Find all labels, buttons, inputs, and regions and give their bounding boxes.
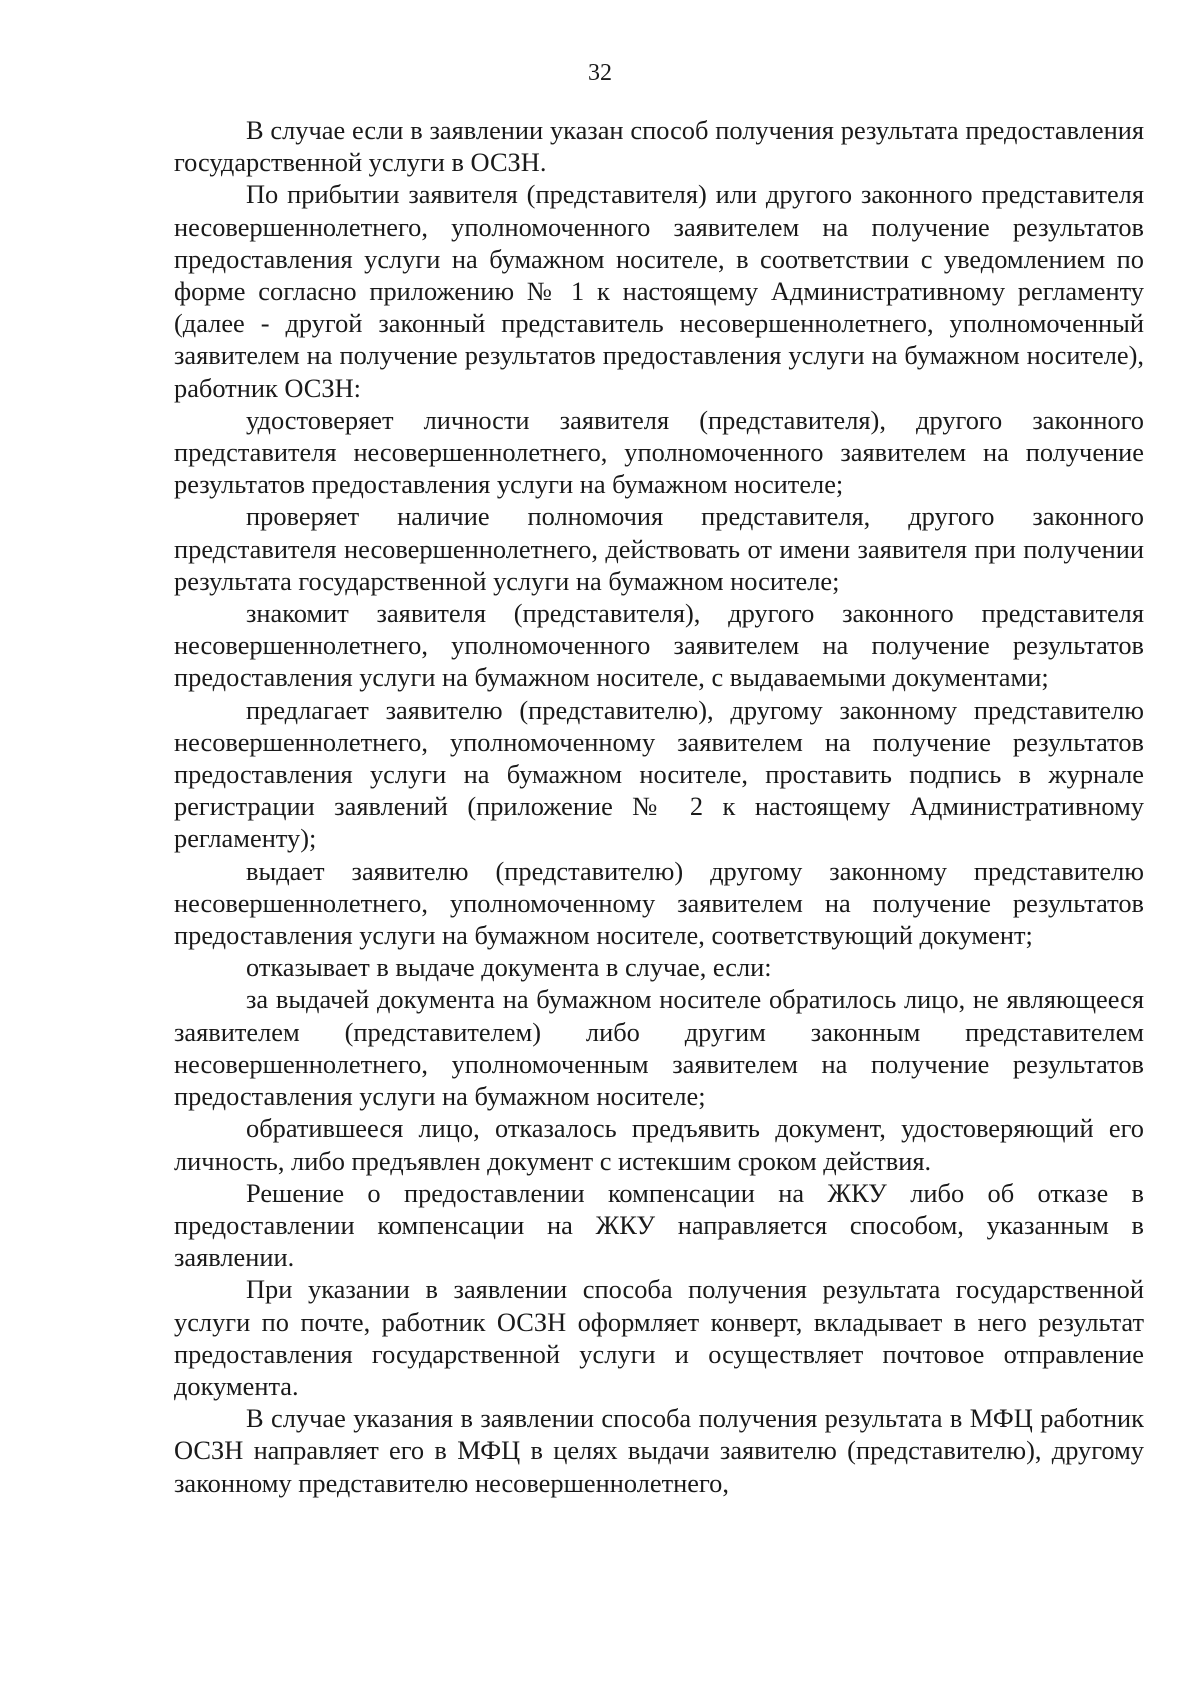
paragraph: обратившееся лицо, отказалось предъявить документ, удостоверяющий его личность, либо предъявлен документ с истекшим сроком действия.: [174, 1113, 1144, 1176]
paragraph: знакомит заявителя (представителя), другого законного представителя несовершеннолетнего, уполномоченного заявителем на получение результатов предоставления услуги на бумажном носителе, с выдаваемыми документами;: [174, 598, 1144, 693]
paragraph: выдает заявителю (представителю) другому законному представителю несовершеннолетнего, уполномоченному заявителем на получение результатов предоставления услуги на бумажном носителе, соответствующий документ;: [174, 855, 1144, 951]
paragraph: Решение о предоставлении компенсации на ЖКУ либо об отказе в предоставлении компенсации на ЖКУ направляется способом, указанным в заявлении.: [174, 1177, 1144, 1273]
document-body: [174, 114, 1144, 1499]
paragraph: предлагает заявителю (представителю), другому законному представителю несовершеннолетнего, уполномоченному заявителем на получение результатов предоставления услуги на бумажном носителе, проставить подпись в журнале регистрации заявлений (приложение № 2 к настоящему Административному регламенту);: [174, 694, 1144, 854]
paragraph: По прибытии заявителя (представителя) или другого законного представителя несовершеннолетнего, уполномоченного заявителем на получение результатов предоставления услуги на бумажном носителе, в соответствии с уведомлением по форме согласно приложению № 1 к настоящему Административному регламенту (далее - другой законный представитель несовершеннолетнего, уполномоченный заявителем на получение результатов предоставления услуги на бумажном носителе), работник ОСЗН:: [174, 179, 1144, 403]
page-number: 32: [588, 60, 612, 86]
paragraph: удостоверяет личности заявителя (представителя), другого законного представителя несовершеннолетнего, уполномоченного заявителем на получение результатов предоставления услуги на бумажном носителе;: [174, 404, 1144, 500]
paragraph: отказывает в выдаче документа в случае, если:: [246, 952, 772, 983]
paragraph: В случае если в заявлении указан способ получения результата предоставления государственной услуги в ОСЗН.: [174, 115, 1144, 178]
paragraph: проверяет наличие полномочия представителя, другого законного представителя несовершеннолетнего, действовать от имени заявителя при получении результата государственной услуги на бумажном носителе;: [174, 501, 1144, 596]
paragraph: за выдачей документа на бумажном носителе обратилось лицо, не являющееся заявителем (представителем) либо другим законным представителем несовершеннолетнего, уполномоченным заявителем на получение результатов предоставления услуги на бумажном носителе;: [174, 984, 1144, 1112]
paragraph: При указании в заявлении способа получения результата государственной услуги по почте, работник ОСЗН оформляет конверт, вкладывает в него результат предоставления государственной услуги и осуществляет почтовое отправление документа.: [174, 1274, 1144, 1401]
paragraph: В случае указания в заявлении способа получения результата в МФЦ работник ОСЗН направляет его в МФЦ в целях выдачи заявителю (представителю), другому законному представителю несовершеннолетнего,: [174, 1403, 1144, 1498]
